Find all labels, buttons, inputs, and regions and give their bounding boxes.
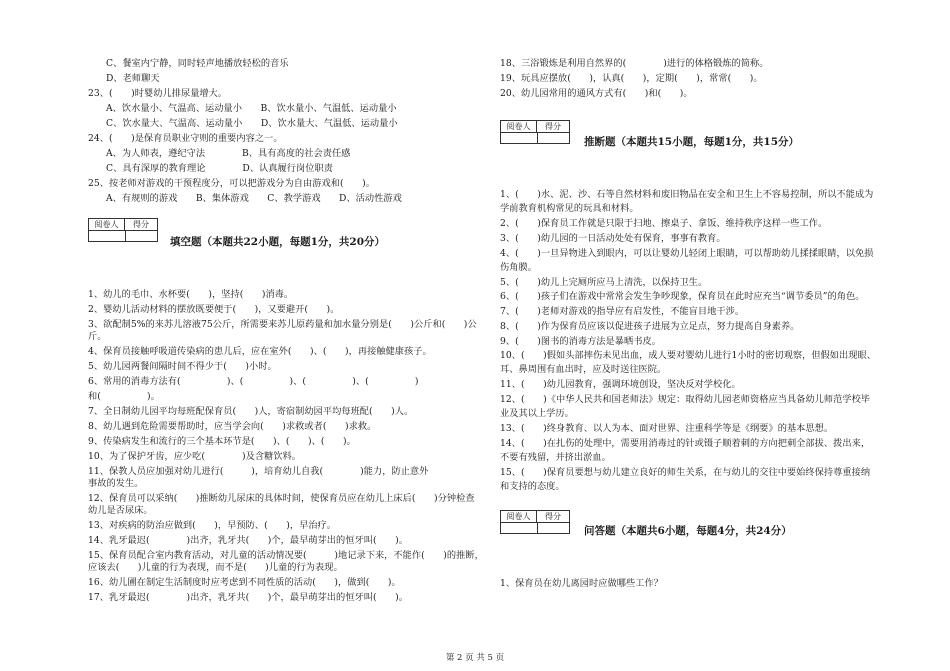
question-line: 6、( )孩子们在游戏中常常会发生争吵现象，保育员在此时应充当“调节委员”的角色。 (500, 291, 865, 302)
question-line: 11、( )幼儿园教育，强调环境创设，坚决反对学校化。 (500, 379, 741, 390)
question-line: 13、对疾病的防治应做到( )，早预防、( )，早治疗。 (88, 520, 337, 531)
question-line: 应该去( )儿童的行为表现，而不是( )儿童的行为表现。 (88, 562, 343, 573)
question-line: 12、( )《中华人民共和国老师法》规定：取得幼儿园老师资格应当具备幼儿师范学校毕 (500, 394, 871, 405)
option-line: C、饮水量大、气温高、运动量小 D、饮水量大、气温低、运动量小 (106, 118, 398, 129)
score-box (500, 510, 570, 534)
question-line: 伤角膜。 (500, 262, 537, 273)
section-title-qa: 问答题（本题共6小题，每题4分，共24分） (584, 525, 792, 537)
box-divider (89, 230, 157, 231)
question-line: 7、( )老师对游戏的指导应有启发性，不能盲目地干涉。 (500, 306, 745, 317)
option-line: C、具有深厚的教育理论 D、认真履行岗位职责 (106, 163, 333, 174)
question-line: 25、按老师对游戏的干预程度分，可以把游戏分为自由游戏和( )。 (88, 178, 375, 189)
option-line: A、为人师表，遵纪守法 B、具有高度的社会责任感 (106, 148, 351, 159)
score-box (500, 120, 570, 144)
box-divider (125, 230, 126, 241)
question-line: 7、全日制幼儿园平均每班配保育员( )人，寄宿制幼园平均每班配( )人。 (88, 406, 414, 417)
question-line: 13、( )终身教育、以人为本、面对世界、注重科学等是《纲要》的基本思想。 (500, 423, 834, 434)
question-line: 1、( )水、泥、沙、石等自然材料和废旧物品在安全和卫生上不容易控制，所以不能成为 (500, 189, 874, 200)
option-line: A、有规则的游戏 B、集体游戏 C、教学游戏 D、活动性游戏 (106, 193, 402, 204)
question-line: 不要有残留，并挤出淤血。 (500, 452, 611, 463)
section-title-judgment: 推断题（本题共15小题，每题1分，共15分） (584, 136, 800, 148)
question-line: 8、( )作为保育员应该以促进孩子进展为立足点，努力提高自身素养。 (500, 321, 800, 332)
question-line: 5、( )幼儿上完厕所应马上清洗，以保持卫生。 (500, 277, 708, 288)
question-line: 斤。 (88, 331, 107, 342)
question-line: 15、保育员配合室内教育活动，对儿童的活动情况要( )地记录下来，不能作( )的推断， (88, 550, 484, 561)
box-divider (501, 132, 569, 133)
score-label: 得分 (545, 512, 561, 521)
question-line: 9、传染病发生和流行的三个基本环节是( )、( )、( )。 (88, 436, 356, 447)
box-divider (501, 522, 569, 523)
question-line: 1、保育员在幼儿离园时应做哪些工作？ (500, 578, 663, 589)
question-line: 和( )。 (88, 391, 160, 402)
question-line: 12、保育员可以采纳( )推断幼儿尿床的具体时间，使保育员应在幼儿上床后( )分钟检查 (88, 493, 475, 504)
question-line: 8、幼儿遇到危险需要帮助时，应当学会向( )求救或者( )求救。 (88, 421, 377, 432)
question-line: 14、乳牙最迟( )出齐，乳牙共( )个，最早萌芽出的恒牙叫( )。 (88, 535, 408, 546)
question-line: 6、常用的消毒方法有( )、( )、( )、( ) (88, 376, 419, 387)
question-line: 17、乳牙最迟( )出齐，乳牙共( )个，最早萌芽出的恒牙叫( )。 (88, 592, 408, 603)
score-label: 得分 (545, 122, 561, 131)
box-divider (537, 132, 538, 143)
question-line: 3、欲配制5%的来苏儿溶液75公斤，所需要来苏儿原药量和加水量分别是( )公斤和( )公 (88, 319, 477, 330)
question-line: 24、( )是保育员职业守则的重要内容之一。 (88, 133, 283, 144)
question-line: 2、婴幼儿活动材料的摆放既要便于( )，又要避开( )。 (88, 304, 340, 315)
question-line: 4、( )一旦异物进入到眼内，可以让婴幼儿轻闭上眼睛，可以帮助幼儿揉揉眼睛，以免损 (500, 248, 874, 259)
option-line: C、餐室内宁静，同时轻声地播放轻松的音乐 (106, 58, 289, 69)
question-line: 10、( )假如头部摔伤未见出血，成人要对婴幼儿进行1小时的密切观察，但假如出现眼、 (500, 350, 876, 361)
question-line: 3、( )幼儿园的一日活动处处有保育，事事有教育。 (500, 233, 726, 244)
question-line: 2、( )保育员工作就是只限于扫地、擦桌子、拿饭、维持秩序这样一些工作。 (500, 218, 828, 229)
question-line: 1、幼儿的毛巾、水杯要( )，坚持( )消毒。 (88, 289, 294, 300)
question-line: 20、幼儿园常用的通风方式有( )和( )。 (500, 88, 693, 99)
question-line: 10、为了保护牙齿，应少吃( )及含糖饮料。 (88, 451, 302, 462)
option-line: A、饮水量小、气温高、运动量小 B、饮水量小、气温低、运动量小 (106, 103, 397, 114)
question-line: 16、幼儿圃在制定生活制度时应考虑到不同性质的活动( )，做到( )。 (88, 577, 401, 588)
option-line: D、老师聊天 (106, 73, 160, 84)
question-line: 5、幼儿园两餐间隔时间不得少于( )小时。 (88, 361, 277, 372)
section-title-fill-blank: 填空题（本题共22小题，每题1分，共20分） (170, 236, 386, 248)
reviewer-label: 阅卷人 (501, 121, 537, 132)
question-line: 幼儿是否尿床。 (88, 505, 153, 516)
question-line: 9、( )图书的消毒方法是暴晒书皮。 (500, 336, 661, 347)
question-line: 事故的发生。 (88, 478, 144, 489)
question-line: 学前教育机构常见的玩具和材料。 (500, 203, 639, 214)
question-line: 11、保教人员应加强对幼儿进行( )，培育幼儿自我( )能力，防止意外 (88, 466, 429, 477)
question-line: 19、玩具应摆放( )，认真( )，定期( )，常常( )。 (500, 73, 763, 84)
score-box (88, 218, 158, 242)
box-divider (537, 522, 538, 533)
page-number: 第 2 页 共 5 页 (445, 653, 505, 663)
question-line: 15、( )保育员要想与幼儿建立良好的师生关系，在与幼儿的交往中要始终保持尊重接纳 (500, 467, 871, 478)
question-line: 耳、鼻周围有血出时，应及时送往医院。 (500, 364, 667, 375)
question-line: 23、( )时婴幼儿排尿量增大。 (88, 88, 228, 99)
question-line: 14、( )在扎伤的处理中，需要用消毒过的针或镊子顺着刺的方向把刺全部拔、拨出来， (500, 438, 871, 449)
score-label: 得分 (133, 220, 149, 229)
reviewer-label: 阅卷人 (501, 511, 537, 522)
question-line: 18、三浴锻炼是利用自然界的( )进行的体格锻炼的简称。 (500, 58, 769, 69)
question-line: 4、保育员接触呼吸道传染病的患儿后，应在室外( )、( )，再接触健康孩子。 (88, 346, 432, 357)
reviewer-label: 阅卷人 (89, 219, 125, 230)
question-line: 和支持的态度。 (500, 481, 565, 492)
question-line: 业及其以上学历。 (500, 408, 574, 419)
